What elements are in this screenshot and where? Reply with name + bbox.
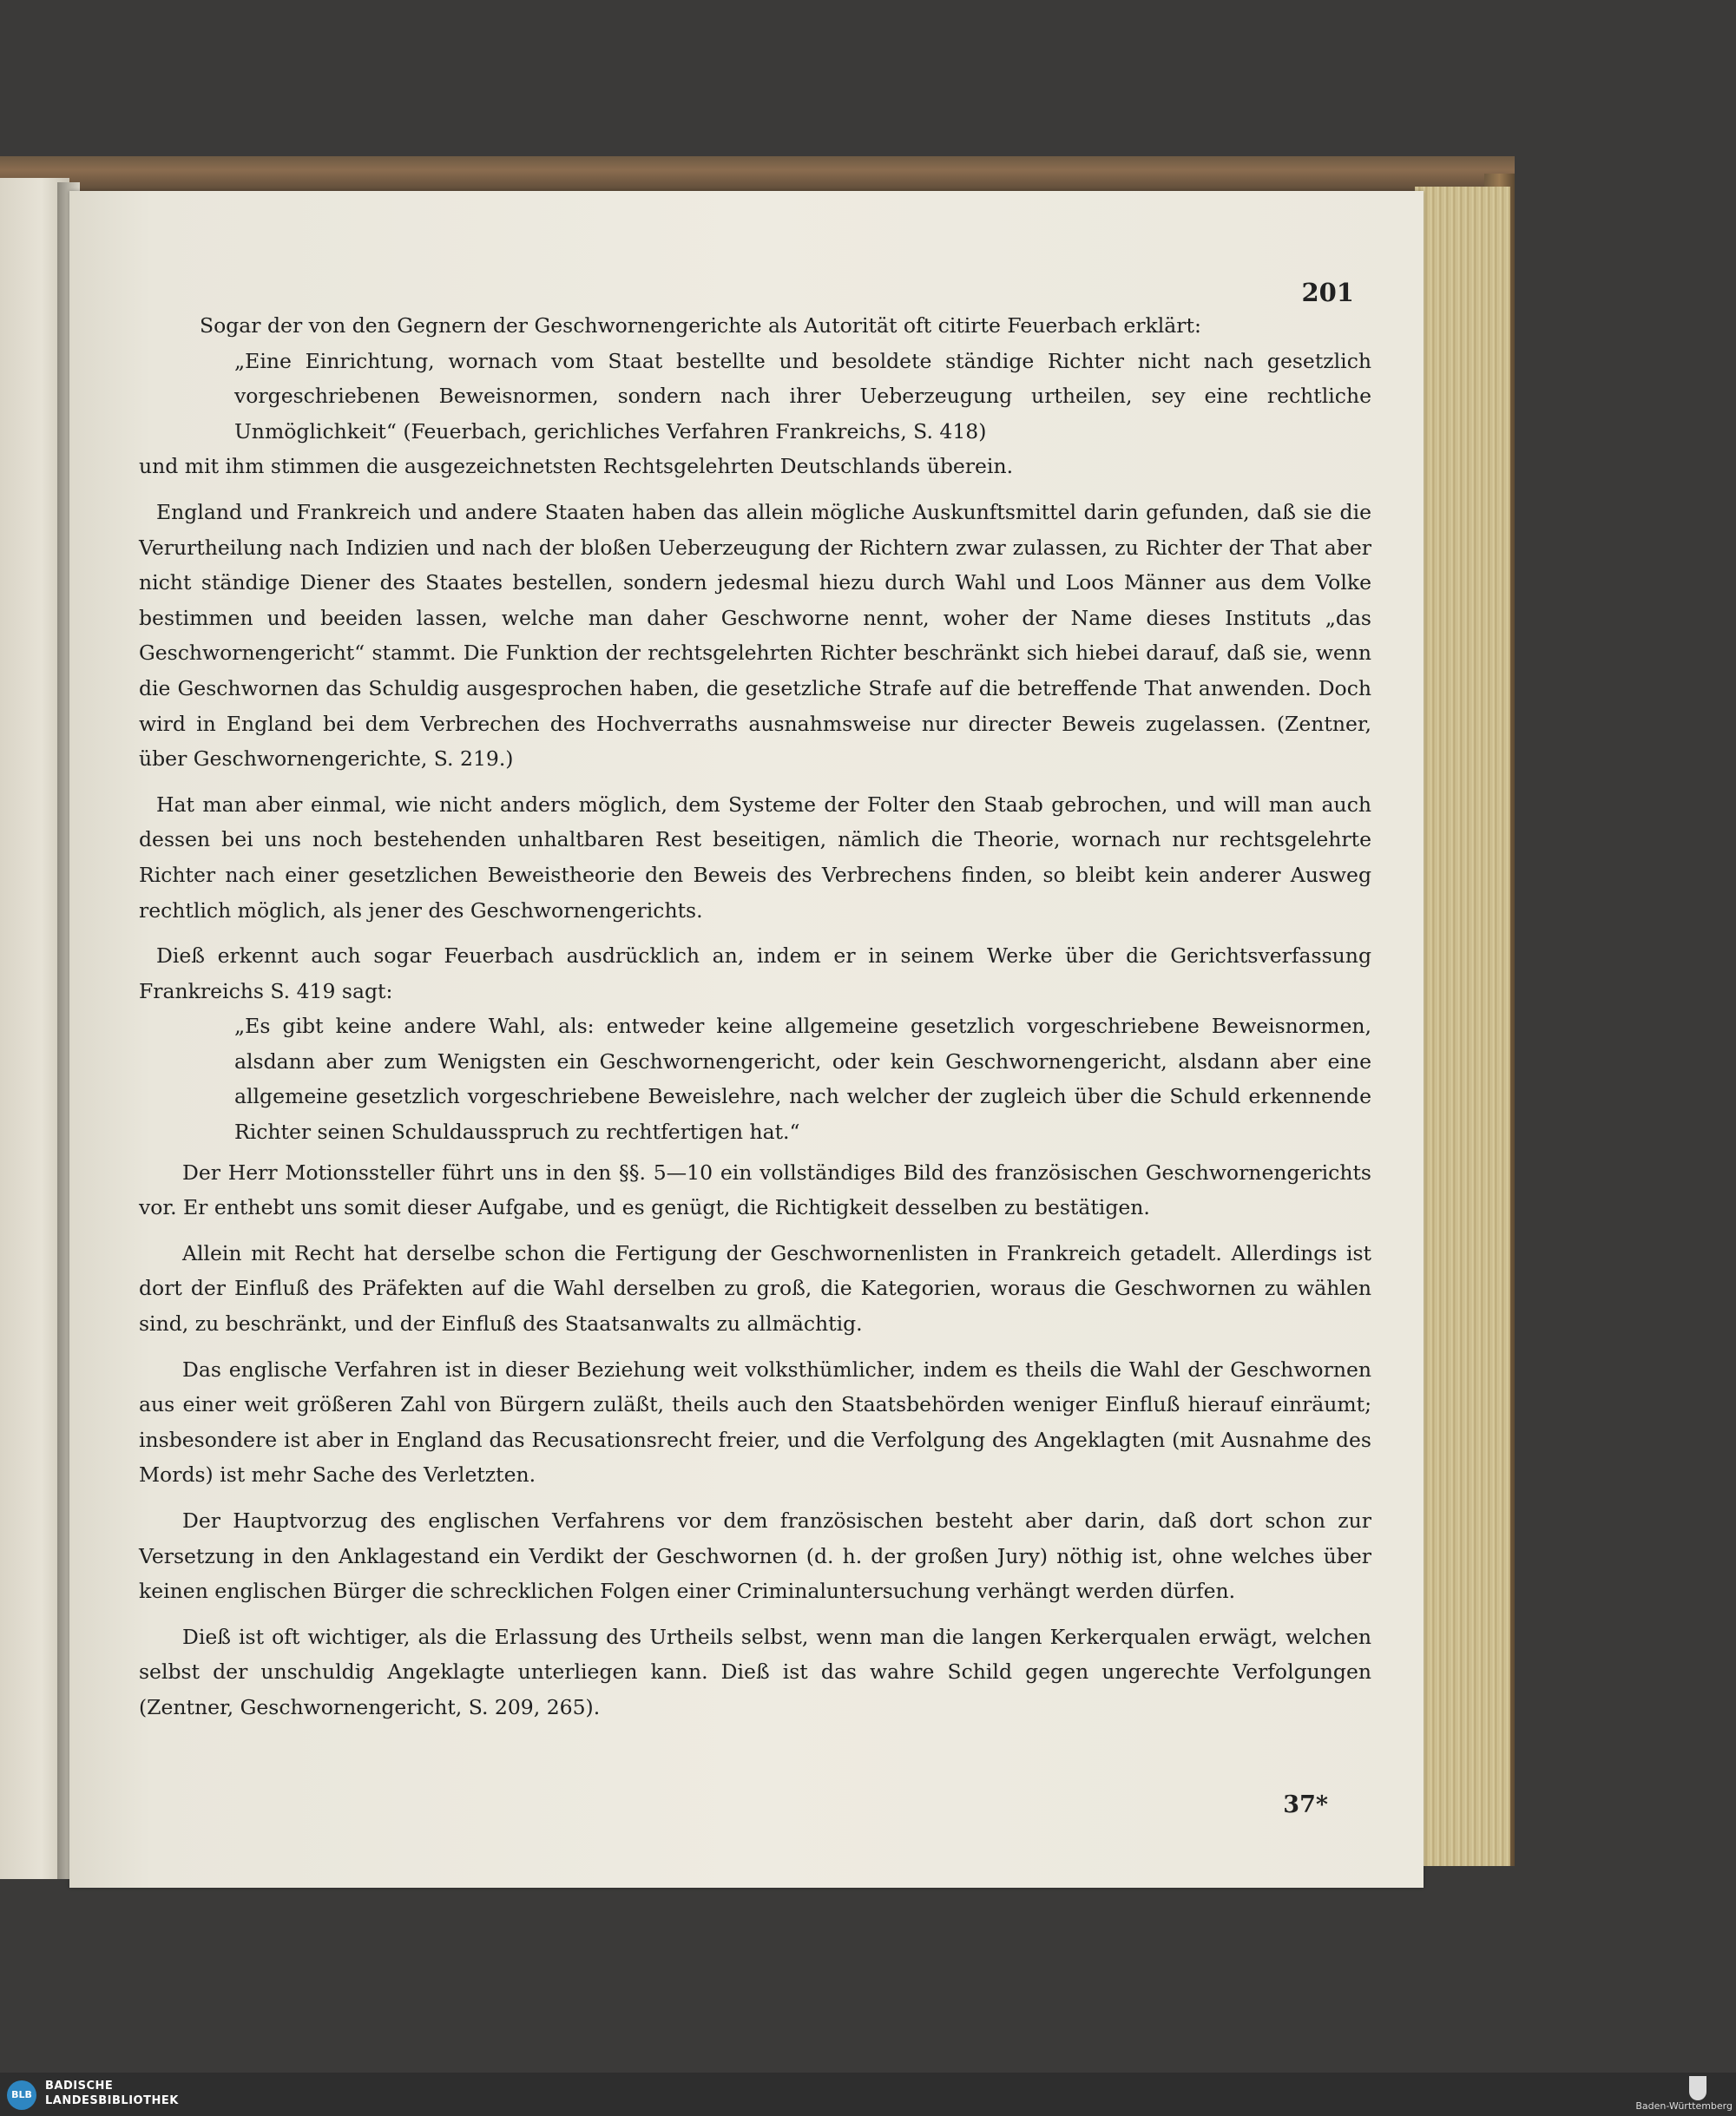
viewer-footer-bar xyxy=(0,2073,1736,2116)
quote-feuerbach-2: „Es gibt keine andere Wahl, als: entweder keine allgemeine gesetzlich vorgeschriebene Beweisnormen, alsdann aber zum Wenigsten ein Geschwornengericht, oder kein Geschwornengericht, alsdann aber eine allgemeine gesetzlich vorgeschriebene Beweislehre, nach welcher der zugleich über die Schuld erkennende Richter seinen Schuldausspruch zu rechtfertigen hat.“ xyxy=(234,1014,1371,1145)
book-page xyxy=(69,191,1424,1888)
paragraph-2: und mit ihm stimmen die ausgezeichnetsten Rechtsgelehrten Deutschlands überein. xyxy=(139,454,1014,479)
paragraph-10: Dieß ist oft wichtiger, als die Erlassung des Urtheils selbst, wenn man die langen Kerkerqualen erwägt, welchen selbst der unschuldig Angeklagte unterliegen kann. Dieß ist das wahre Schild gegen ungerechte Verfolgungen (Zentner, Geschwornengericht, S. 209, 265). xyxy=(139,1624,1371,1719)
paragraph-7: Allein mit Recht hat derselbe schon die Fertigung der Geschwornenlisten in Frankreich getadelt. Allerdings ist dort der Einfluß des Präfekten auf die Wahl derselben zu groß, die Kategorien, woraus die Geschwornen zu wählen sind, zu beschränkt, und der Einfluß des Staatsanwalts zu allmächtig. xyxy=(139,1240,1371,1337)
paragraph-1: Sogar der von den Gegnern der Geschwornengerichte als Autorität oft citirte Feuerbach erklärt: xyxy=(200,313,1201,338)
library-name-line-1: BADISCHE xyxy=(45,2080,114,2093)
book-cover-top-edge xyxy=(0,156,1515,191)
blb-logo-icon[interactable]: BLB xyxy=(7,2080,36,2110)
library-name[interactable] xyxy=(45,2079,179,2108)
baden-wuerttemberg-crest-icon xyxy=(1689,2076,1706,2100)
paragraph-8: Das englische Verfahren ist in dieser Beziehung weit volksthümlicher, indem es theils die Wahl der Geschwornen aus einer weit größeren Zahl von Bürgern zuläßt, theils auch den Staatsbehörden weniger Einfluß hierauf einräumt; insbesondere ist aber in England das Recusationsrecht freier, und die Verfolgung des Angeklagten (mit Ausnahme des Mords) ist mehr Sache des Verletzten. xyxy=(139,1357,1371,1488)
page-number: 201 xyxy=(1301,278,1354,307)
page-stack-edges xyxy=(1415,187,1510,1866)
paragraph-6: Der Herr Motionssteller führt uns in den §§. 5—10 ein vollständiges Bild des französischen Geschwornengerichts vor. Er enthebt uns somit dieser Aufgabe, und es genügt, die Richtigkeit desselben zu bestätigen. xyxy=(139,1160,1371,1220)
quote-feuerbach-1: „Eine Einrichtung, wornach vom Staat bestellte und besoldete ständige Richter nicht nach gesetzlich vorgeschriebenen Beweisnormen, sondern nach ihrer Ueberzeugung urtheilen, sey eine rechtliche Unmöglichkeit“ (Feuerbach, gerichliches Verfahren Frankreichs, S. 418) xyxy=(234,348,1371,444)
printer-signature-mark: 37* xyxy=(1283,1791,1328,1818)
page-body-text xyxy=(139,308,1371,1725)
paragraph-5: Dieß erkennt auch sogar Feuerbach ausdrücklich an, indem er in seinem Werke über die Gerichtsverfassung Frankreichs S. 419 sagt: xyxy=(139,943,1371,1003)
paragraph-4: Hat man aber einmal, wie nicht anders möglich, dem Systeme der Folter den Staab gebrochen, und will man auch dessen bei uns noch bestehenden unhaltbaren Rest beseitigen, nämlich die Theorie, wornach nur rechtsgelehrte Richter nach einer gesetzlichen Beweistheorie den Beweis des Verbrechens finden, so bleibt kein anderer Ausweg rechtlich möglich, als jener des Geschwornengerichts. xyxy=(139,792,1371,923)
baden-wuerttemberg-label: Baden-Württemberg xyxy=(1635,2100,1733,2112)
paragraph-3: England und Frankreich und andere Staaten haben das allein mögliche Auskunftsmittel darin gefunden, daß sie die Verurtheilung nach Indizien und nach der bloßen Ueberzeugung der Richtern zwar zulassen, zu Richter der That aber nicht ständige Diener des Staates bestellen, sondern jedesmal hiezu durch Wahl und Loos Männer aus dem Volke bestimmen und beeiden lassen, welche man daher Geschworne nennt, woher der Name dieses Instituts „das Geschwornengericht“ stammt. Die Funktion der rechtsgelehrten Richter beschränkt sich hiebei darauf, daß sie, wenn die Geschwornen das Schuldig ausgesprochen haben, die gesetzliche Strafe auf die betreffende That anwenden. Doch wird in England bei dem Verbrechen des Hochverraths ausnahmsweise nur directer Beweis zugelassen. (Zentner, über Geschwornengerichte, S. 219.) xyxy=(139,499,1371,772)
paragraph-9: Der Hauptvorzug des englischen Verfahrens vor dem französischen besteht aber darin, daß dort schon zur Versetzung in den Anklagestand ein Verdikt der Geschwornen (d. h. der großen Jury) nöthig ist, ohne welches über keinen englischen Bürger die schrecklichen Folgen einer Criminaluntersuchung verhängt werden dürfen. xyxy=(139,1508,1371,1604)
library-name-line-2: LANDESBIBLIOTHEK xyxy=(45,2094,179,2107)
